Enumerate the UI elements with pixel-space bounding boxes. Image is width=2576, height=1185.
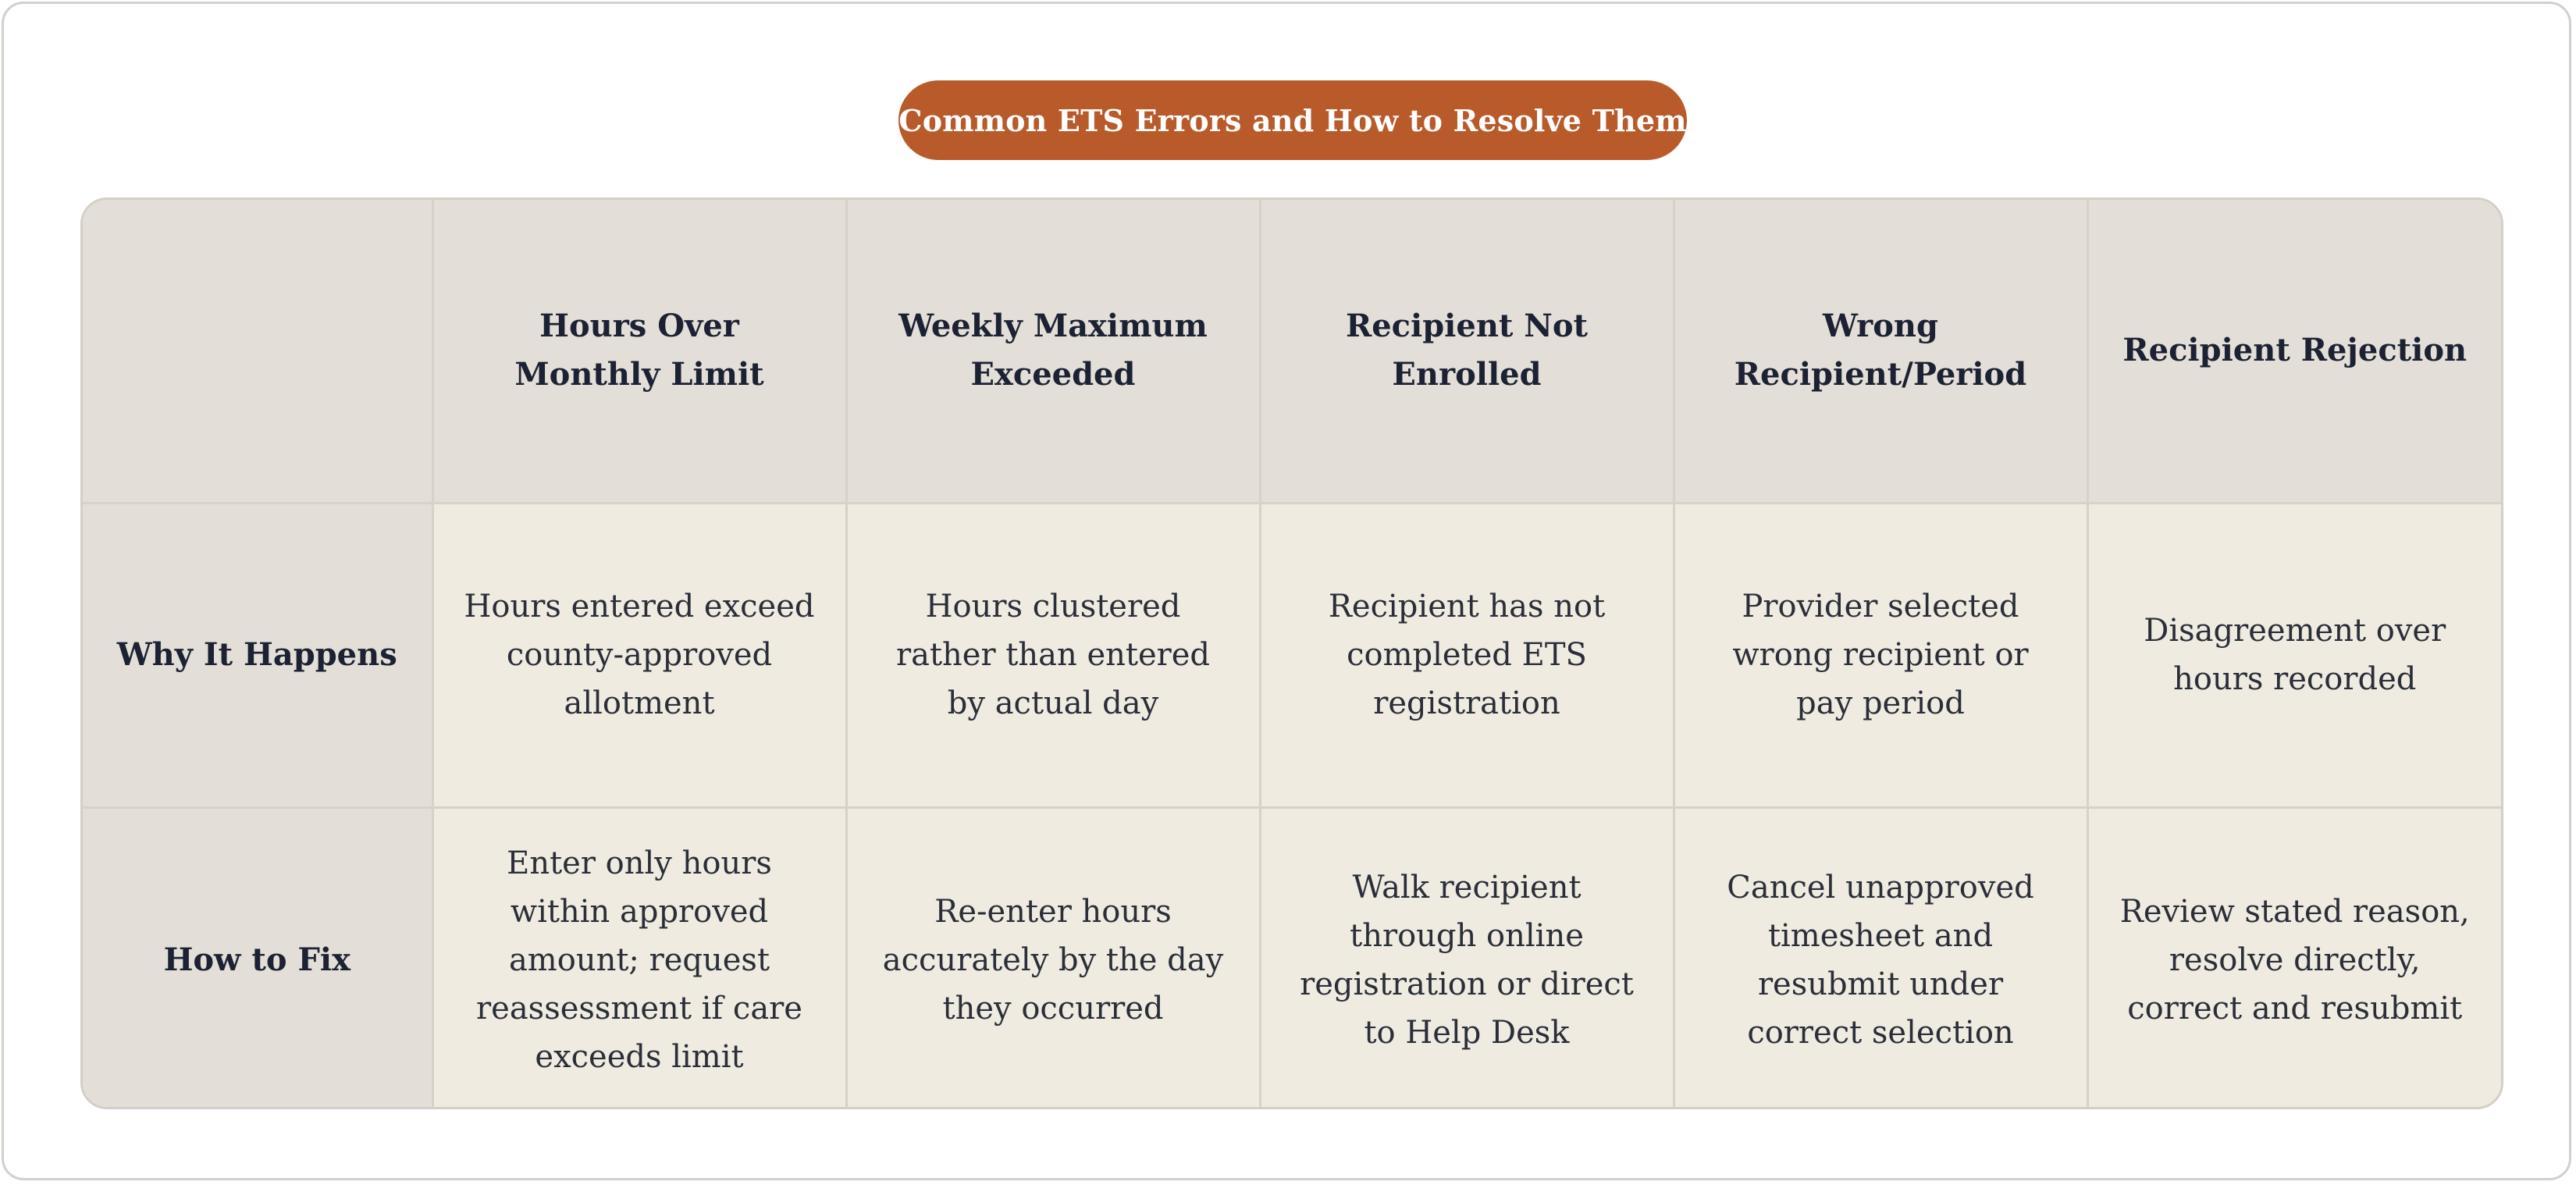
column-header-recipient-not-enrolled: Recipient Not Enrolled <box>1260 200 1674 503</box>
header-row <box>83 200 2501 503</box>
table-row-why-it-happens <box>83 503 2501 807</box>
table-cell: Review stated reason, resolve directly, correct and resubmit <box>2087 807 2501 1109</box>
column-header-wrong-recipient-period: Wrong Recipient/Period <box>1674 200 2087 503</box>
table-cell: Enter only hours within approved amount; request reassessment if care exceeds limit <box>432 807 846 1109</box>
table-cell: Provider selected wrong recipient or pay period <box>1674 503 2087 807</box>
table-cell: Disagreement over hours recorded <box>2087 503 2501 807</box>
errors-table-container <box>80 198 2503 1109</box>
column-header-hours-over-limit: Hours Over Monthly Limit <box>432 200 846 503</box>
column-header-recipient-rejection: Recipient Rejection <box>2087 200 2501 503</box>
table-cell: Hours clustered rather than entered by actual day <box>846 503 1260 807</box>
corner-cell <box>83 200 432 503</box>
column-header-weekly-maximum: Weekly Maximum Exceeded <box>846 200 1260 503</box>
page-frame <box>2 2 2571 1180</box>
table-cell: Hours entered exceed county-approved allotment <box>432 503 846 807</box>
table-row-how-to-fix <box>83 807 2501 1109</box>
table-cell: Recipient has not completed ETS registration <box>1260 503 1674 807</box>
table-cell: Cancel unapproved timesheet and resubmit under correct selection <box>1674 807 2087 1109</box>
page-title: Common ETS Errors and How to Resolve Them <box>898 80 1687 160</box>
table-cell: Re-enter hours accurately by the day they occurred <box>846 807 1260 1109</box>
table-cell: Walk recipient through online registration or direct to Help Desk <box>1260 807 1674 1109</box>
row-label-how-to-fix: How to Fix <box>83 807 432 1109</box>
row-label-why-it-happens: Why It Happens <box>83 503 432 807</box>
errors-table <box>83 200 2501 1109</box>
